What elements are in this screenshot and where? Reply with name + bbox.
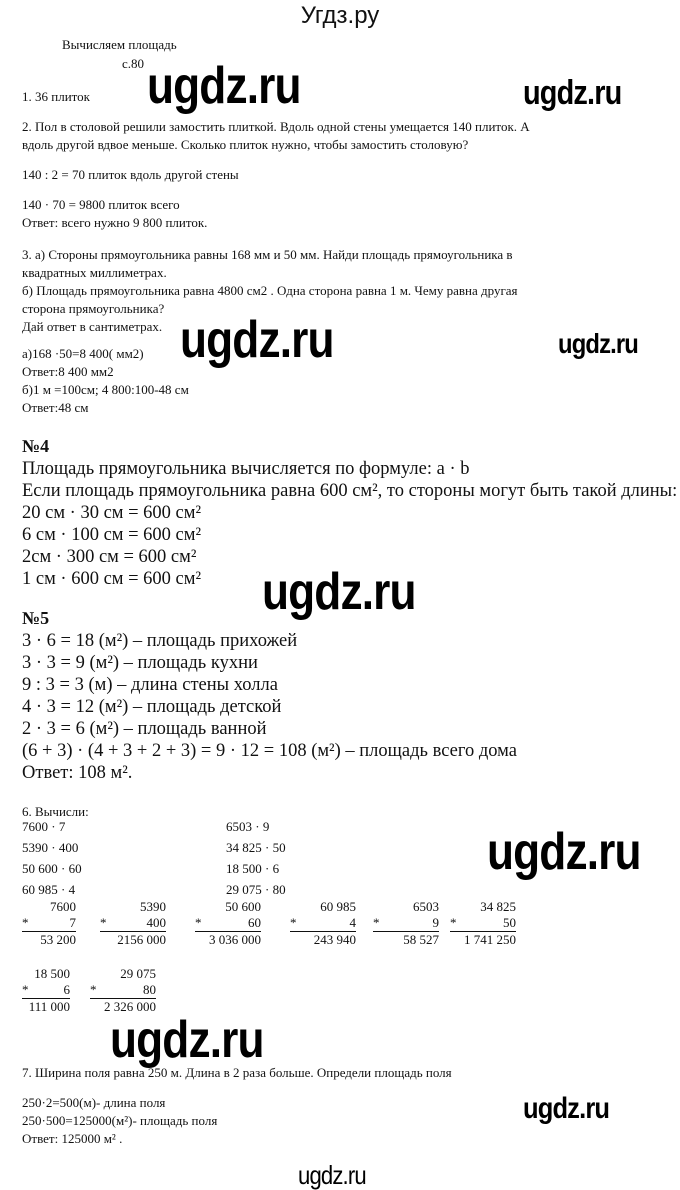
multiplicand: 29 075 xyxy=(120,966,156,981)
task2-line: вдоль другой вдвое меньше. Сколько плиток нужно, чтобы замостить столовую? xyxy=(22,137,469,152)
multiply-sign: * xyxy=(100,915,107,930)
column-multiplication xyxy=(90,966,156,1015)
task4-heading: №4 xyxy=(22,436,50,456)
multiply-sign: * xyxy=(450,915,457,930)
task3-line: 3. а) Стороны прямоугольника равны 168 мм и 50 мм. Найди площадь прямоугольника в xyxy=(22,247,513,262)
page-number: с.80 xyxy=(122,56,145,71)
task6-expr: 5390 · 400 xyxy=(22,840,79,855)
column-multiplication xyxy=(100,899,166,948)
task7-line: Ответ: 125000 м² . xyxy=(22,1131,123,1146)
multiplier: 4 xyxy=(349,915,356,930)
column-multiplication xyxy=(22,966,70,1015)
task4-line: 6 см · 100 см = 600 см² xyxy=(22,525,202,545)
product: 2156 000 xyxy=(117,932,166,947)
task5-line: 3 · 3 = 9 (м²) – площадь кухни xyxy=(22,653,258,673)
product: 1 741 250 xyxy=(464,932,516,947)
multiplicand: 34 825 xyxy=(480,899,516,914)
task5-line: 4 · 3 = 12 (м²) – площадь детской xyxy=(22,697,282,717)
multiplicand: 50 600 xyxy=(225,899,261,914)
task5-line: Ответ: 108 м². xyxy=(22,763,133,783)
product: 53 200 xyxy=(40,932,76,947)
multiply-sign: * xyxy=(22,915,29,930)
task2-step: 140 : 2 = 70 плиток вдоль другой стены xyxy=(22,167,239,182)
product: 243 940 xyxy=(313,932,356,947)
task6-expr: 60 985 · 4 xyxy=(22,882,76,897)
multiply-sign: * xyxy=(290,915,297,930)
task3-line: Дай ответ в сантиметрах. xyxy=(22,319,163,334)
task5-line: 9 : 3 = 3 (м) – длина стены холла xyxy=(22,675,278,695)
task6-expr: 34 825 · 50 xyxy=(226,840,286,855)
watermark: ugdz.ru xyxy=(110,1011,264,1069)
multiplier: 80 xyxy=(143,982,156,997)
product: 2 326 000 xyxy=(104,999,156,1014)
task5-line: (6 + 3) · (4 + 3 + 2 + 3) = 9 · 12 = 108 (м²) – площадь всего дома xyxy=(22,741,517,761)
task3-solution: Ответ:48 см xyxy=(22,400,89,415)
task6-expr: 7600 · 7 xyxy=(22,819,66,834)
column-multiplication xyxy=(195,899,261,948)
multiply-sign: * xyxy=(90,982,97,997)
task4-line: Площадь прямоугольника вычисляется по формуле: a · b xyxy=(22,459,470,479)
task4-line: 2см · 300 см = 600 см² xyxy=(22,547,197,567)
site-title: Угдз.ру xyxy=(300,2,380,29)
task6-expr: 18 500 · 6 xyxy=(226,861,280,876)
task6-heading: 6. Вычисли: xyxy=(22,804,89,819)
footer-watermark: ugdz.ru xyxy=(298,1160,366,1190)
multiply-sign: * xyxy=(22,982,29,997)
product: 3 036 000 xyxy=(209,932,261,947)
multiply-sign: * xyxy=(195,915,202,930)
multiplicand: 5390 xyxy=(140,899,166,914)
multiply-sign: * xyxy=(373,915,380,930)
task6-expr: 29 075 · 80 xyxy=(226,882,286,897)
task2-answer: Ответ: всего нужно 9 800 плиток. xyxy=(22,215,208,230)
column-multiplication xyxy=(450,899,516,948)
multiplicand: 7600 xyxy=(50,899,76,914)
task3-line: сторона прямоугольника? xyxy=(22,301,165,316)
task6-expr: 50 600 · 60 xyxy=(22,861,82,876)
watermark: ugdz.ru xyxy=(262,563,416,621)
task5-line: 3 · 6 = 18 (м²) – площадь прихожей xyxy=(22,631,298,651)
multiplier: 6 xyxy=(63,982,70,997)
task4-line: 20 см · 30 см = 600 см² xyxy=(22,503,202,523)
multiplier: 60 xyxy=(248,915,261,930)
task3-solution: Ответ:8 400 мм2 xyxy=(22,364,114,379)
task3-line: квадратных миллиметрах. xyxy=(22,265,167,280)
task2-line: 2. Пол в столовой решили замостить плиткой. Вдоль одной стены умещается 140 плиток. А xyxy=(22,119,530,134)
task5-heading: №5 xyxy=(22,608,50,628)
task1: 1. 36 плиток xyxy=(22,89,90,104)
task6-expr: 6503 · 9 xyxy=(226,819,270,834)
task4-line: Если площадь прямоугольника равна 600 см², то стороны могут быть такой длины: xyxy=(22,481,678,501)
multiplier: 9 xyxy=(432,915,439,930)
topic-title: Вычисляем площадь xyxy=(62,37,177,52)
watermark: ugdz.ru xyxy=(558,328,638,359)
product: 111 000 xyxy=(28,999,70,1014)
task3-line: б) Площадь прямоугольника равна 4800 см2 . Одна сторона равна 1 м. Чему равна другая xyxy=(22,283,518,298)
watermark: ugdz.ru xyxy=(147,57,301,115)
watermark: ugdz.ru xyxy=(180,311,334,369)
task2-step: 140 · 70 = 9800 плиток всего xyxy=(22,197,180,212)
product: 58 527 xyxy=(403,932,439,947)
column-multiplication xyxy=(22,899,76,948)
task4-line: 1 см · 600 см = 600 см² xyxy=(22,569,202,589)
task7-line: 250·2=500(м)- длина поля xyxy=(22,1095,166,1110)
task5-line: 2 · 3 = 6 (м²) – площадь ванной xyxy=(22,719,267,739)
watermark: ugdz.ru xyxy=(487,823,641,881)
multiplier: 7 xyxy=(69,915,76,930)
watermark: ugdz.ru xyxy=(523,74,622,112)
watermark: ugdz.ru xyxy=(523,1092,610,1125)
multiplier: 400 xyxy=(146,915,166,930)
multiplicand: 6503 xyxy=(413,899,439,914)
task3-solution: а)168 ·50=8 400( мм2) xyxy=(22,346,144,361)
task3-solution: б)1 м =100см; 4 800:100-48 см xyxy=(22,382,189,397)
task7-question: 7. Ширина поля равна 250 м. Длина в 2 раза больше. Определи площадь поля xyxy=(22,1065,452,1080)
column-multiplication xyxy=(373,899,439,948)
column-multiplication xyxy=(290,899,356,948)
multiplicand: 60 985 xyxy=(320,899,356,914)
task7-line: 250·500=125000(м²)- площадь поля xyxy=(22,1113,218,1128)
multiplicand: 18 500 xyxy=(34,966,70,981)
multiplier: 50 xyxy=(503,915,516,930)
